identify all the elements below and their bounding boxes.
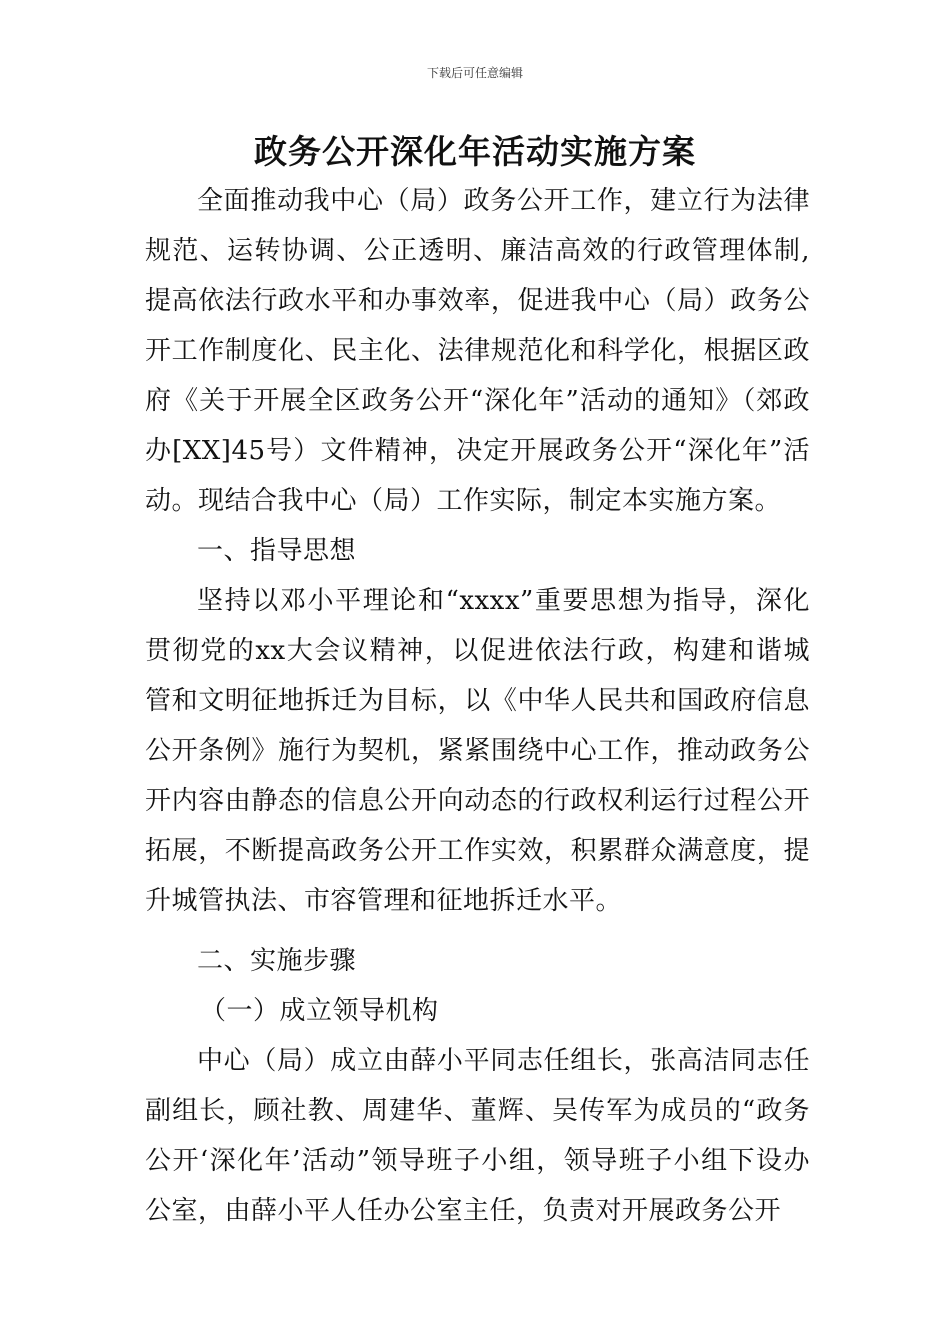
guiding-ideology-paragraph: 坚持以邓小平理论和“xxxx”重要思想为指导，深化贯彻党的xx大会议精神，以促进依法行政，构建和谐城管和文明征地拆迁为目标，以《中华人民共和国政府信息公开条例》施行为契机，紧紧围绕中心工作，推动政务公开内容由静态的信息公开向动态的行政权利运行过程公开拓展，不断提高政务公开工作实效，积累群众满意度，提升城管执法、市容管理和征地拆迁水平。 xyxy=(145,586,810,916)
document-title: 政务公开深化年活动实施方案 xyxy=(254,132,696,171)
subsection-heading-leadership: （一）成立领导机构 xyxy=(200,996,439,1026)
header-note: 下载后可任意编辑 xyxy=(426,66,523,80)
section-heading-implementation-steps: 二、实施步骤 xyxy=(197,946,357,976)
leadership-paragraph: 中心（局）成立由薛小平同志任组长，张高洁同志任副组长，顾社教、周建华、董辉、吴传军为成员的“政务公开‘深化年’活动”领导班子小组，领导班子小组下设办公室，由薛小平人任办公室主任，负责对开展政务公开 xyxy=(145,1046,810,1226)
intro-paragraph: 全面推动我中心（局）政务公开工作，建立行为法律规范、运转协调、公正透明、廉洁高效的行政管理体制,提高依法行政水平和办事效率，促进我中心（局）政务公开工作制度化、民主化、法律规范化和科学化，根据区政府《关于开展全区政务公开“深化年”活动的通知》（郊政办[XX]45号）文件精神，决定开展政务公开“深化年”活动。现结合我中心（局）工作实际，制定本实施方案。 xyxy=(145,186,810,516)
section-heading-guiding-ideology: 一、指导思想 xyxy=(197,536,357,566)
document-body xyxy=(145,176,810,1236)
